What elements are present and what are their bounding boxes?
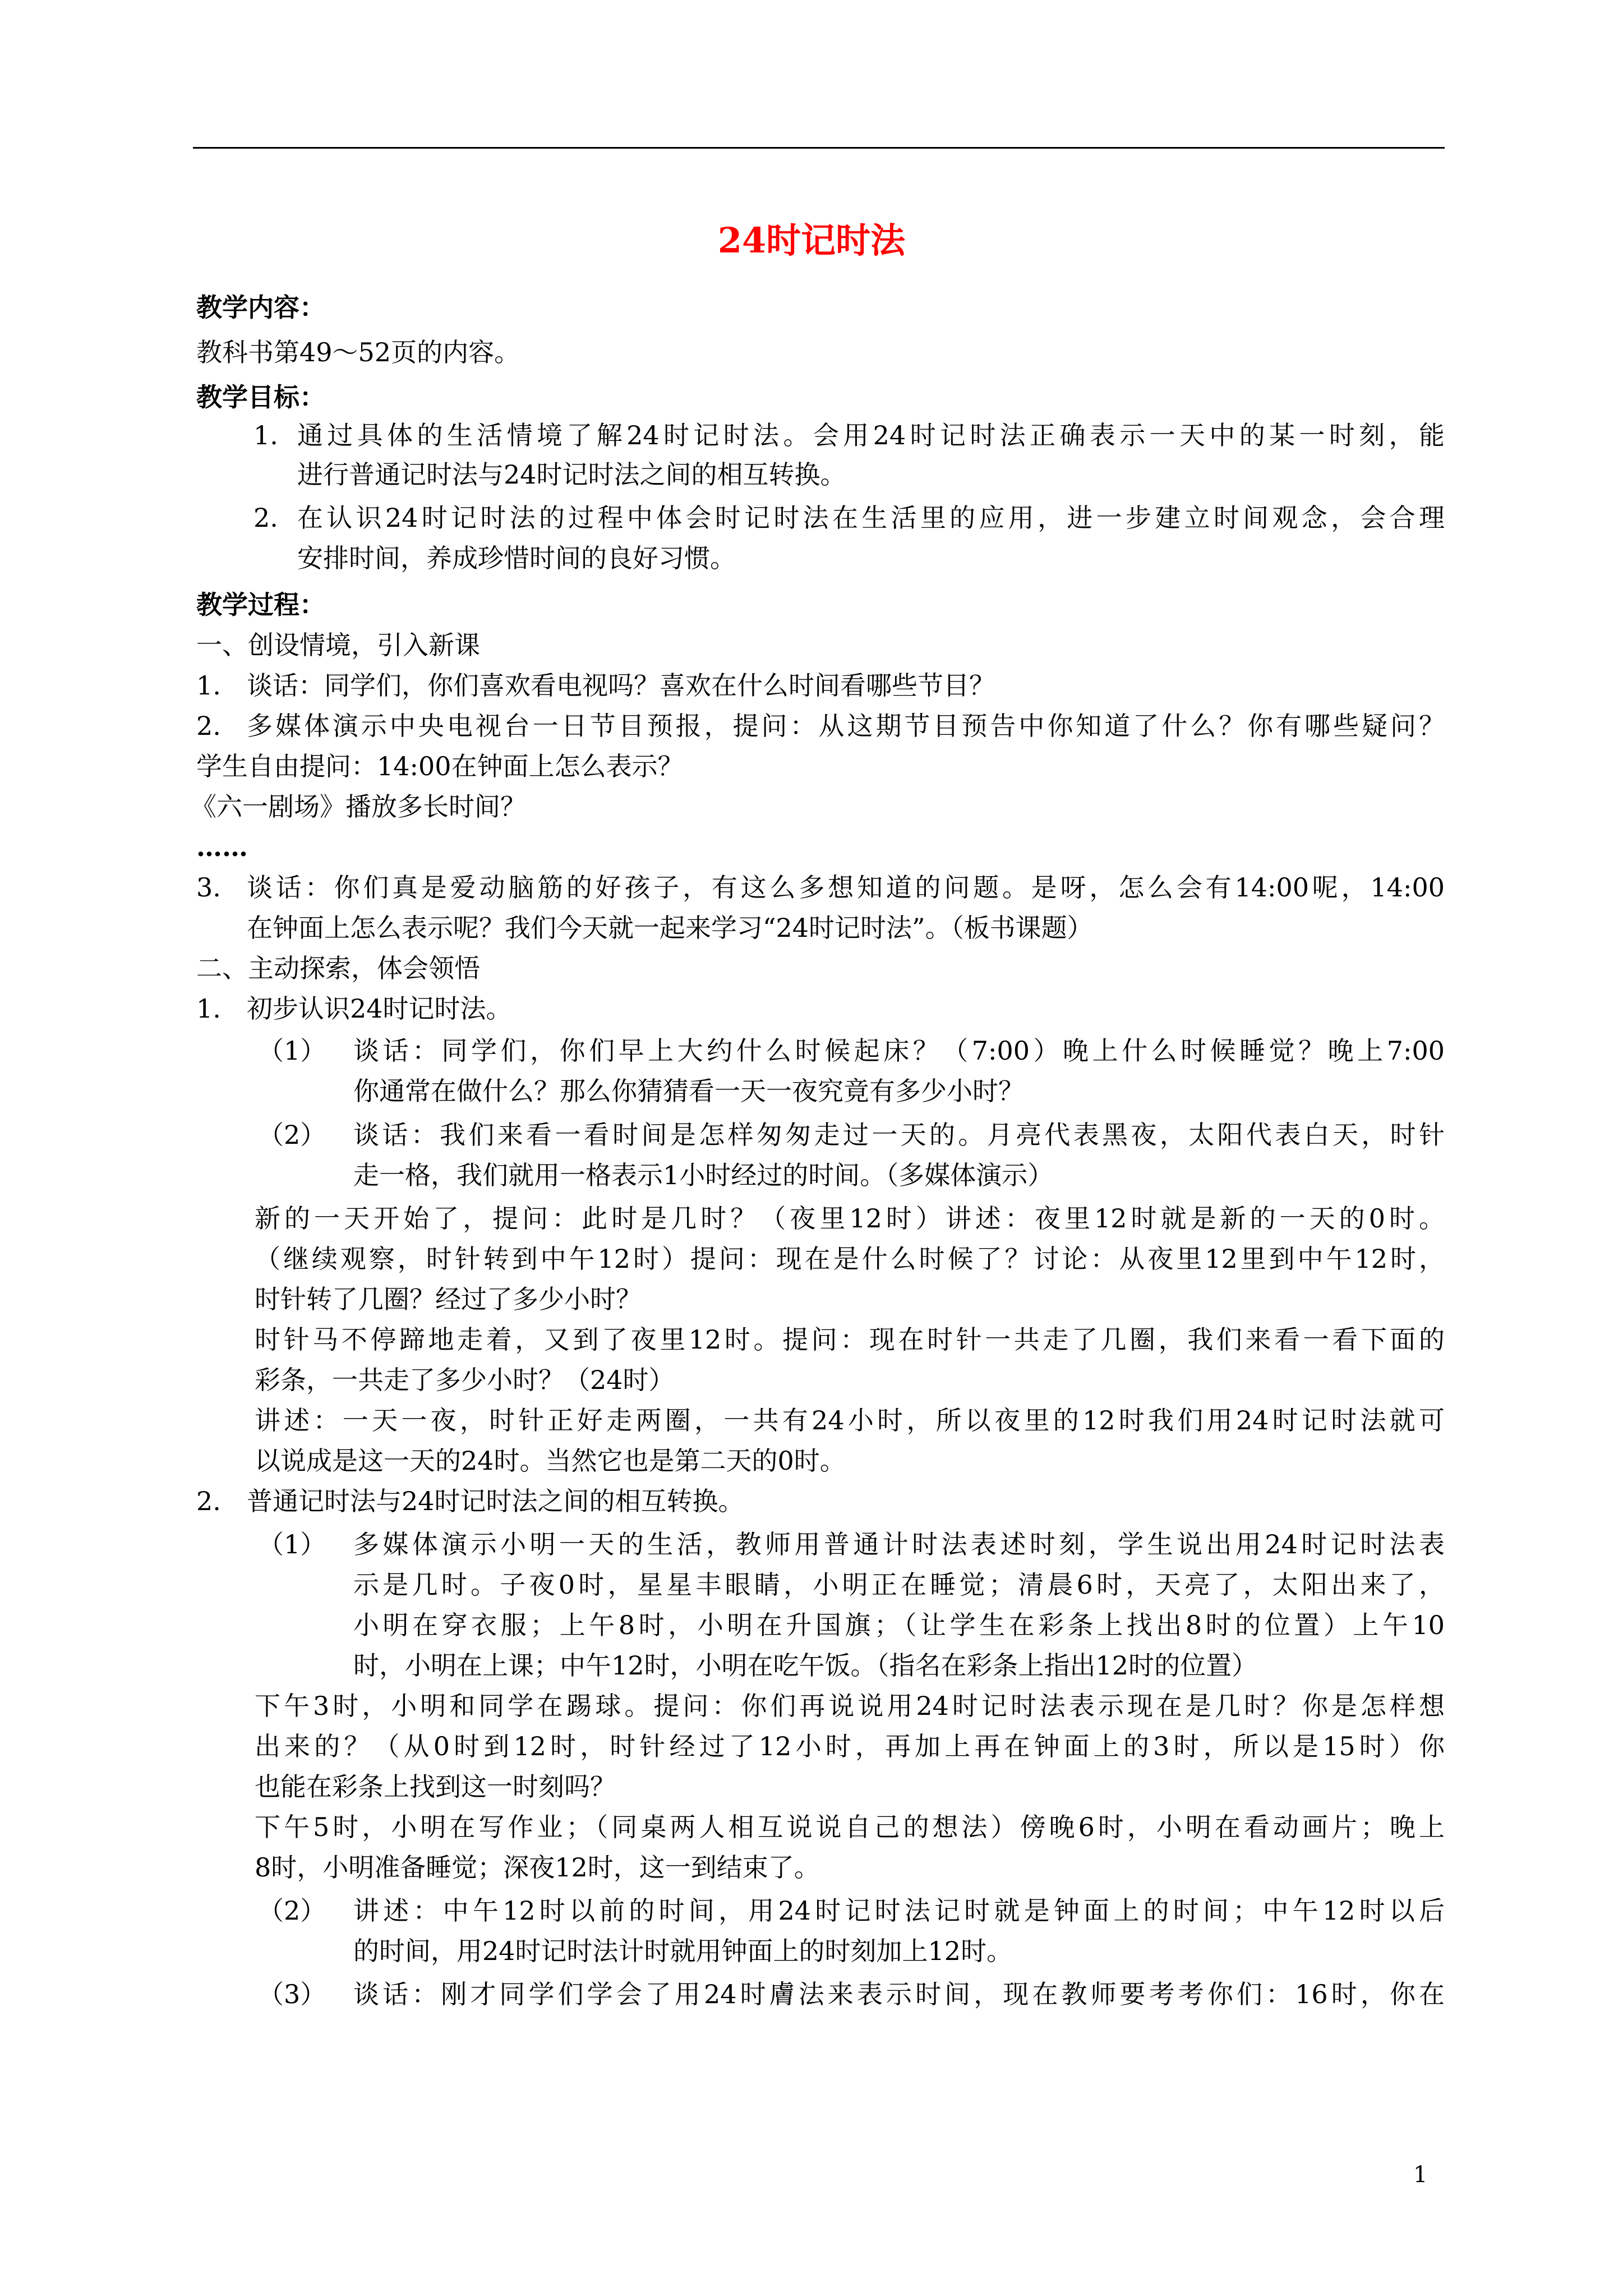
text-line: 讲述：中午12时以前的时间，用24时记时法记时就是钟面上的时间；中午12时以后	[353, 1895, 1445, 1926]
list-marker: （2）	[258, 1895, 326, 1926]
section-heading-goals: 教学目标：	[196, 382, 325, 412]
list-marker: （1）	[258, 1036, 326, 1066]
text-line: （继续观察，时针转到中午12时）提问：现在是什么时候了？讨论：从夜里12里到中午12时，	[255, 1244, 1445, 1274]
text-line: 学生自由提问：14:00在钟面上怎么表示？	[196, 751, 684, 781]
list-marker: 1.	[253, 420, 278, 450]
list-marker: （3）	[258, 1979, 326, 2009]
text-line: 普通记时法与24时记时法之间的相互转换。	[247, 1486, 744, 1516]
text-line: 彩条，一共走了多少小时？（24时）	[255, 1365, 675, 1395]
list-marker: 1.	[196, 993, 221, 1024]
text-line: 谈话：同学们，你们早上大约什么时候起床？（7:00）晚上什么时候睡觉？晚上7:00	[353, 1036, 1445, 1066]
text-line: 8时，小明准备睡觉；深夜12时，这一到结束了。	[255, 1852, 820, 1883]
text-line: 初步认识24时记时法。	[247, 993, 512, 1024]
text-line: 时针马不停蹄地走着，又到了夜里12时。提问：现在时针一共走了几圈，我们来看一看下面的	[255, 1324, 1445, 1355]
text-line: 也能在彩条上找到这一时刻吗？	[255, 1772, 616, 1802]
text-line: 一、创设情境，引入新课	[196, 630, 480, 660]
text-line: 谈话：我们来看一看时间是怎样匆匆走过一天的。月亮代表黑夜，太阳代表白天，时针	[353, 1120, 1445, 1150]
page-number: 1	[1413, 2162, 1428, 2188]
section-heading-process: 教学过程：	[196, 590, 325, 620]
document-title: 24时记时法	[717, 220, 906, 261]
text-line: 在认识24时记时法的过程中体会时记时法在生活里的应用，进一步建立时间观念，会合理	[297, 503, 1445, 533]
list-marker: 2.	[196, 1486, 221, 1516]
text-line: 谈话：刚才同学们学会了用24时膚法来表示时间，现在教师要考考你们：16时，你在	[353, 1979, 1445, 2009]
text-line: 谈话：同学们，你们喜欢看电视吗？喜欢在什么时间看哪些节目？	[247, 670, 995, 701]
text-line: 出来的？（从0时到12时，时针经过了12小时，再加上再在钟面上的3时，所以是15时）你	[255, 1731, 1445, 1761]
list-marker: （2）	[258, 1120, 326, 1150]
text-line: 进行普通记时法与24时记时法之间的相互转换。	[297, 459, 846, 490]
text-line: 下午3时，小明和同学在踢球。提问：你们再说说用24时记时法表示现在是几时？你是怎样想	[255, 1691, 1445, 1721]
text-line: 多媒体演示小明一天的生活，教师用普通计时法表述时刻，学生说出用24时记时法表	[353, 1529, 1445, 1559]
list-marker: 2.	[253, 503, 278, 533]
text-line: 以说成是这一天的24时。当然它也是第二天的0时。	[255, 1446, 846, 1476]
text-line: 新的一天开始了，提问：此时是几时？（夜里12时）讲述：夜里12时就是新的一天的0时。	[255, 1203, 1445, 1234]
text-line: 《六一剧场》播放多长时间？	[191, 792, 526, 822]
ellipsis: ……	[196, 832, 248, 862]
list-marker: 2.	[196, 711, 221, 741]
text-line: 二、主动探索，体会领悟	[196, 953, 480, 983]
text-line: 你通常在做什么？那么你猜猜看一天一夜究竟有多少小时？	[353, 1076, 1024, 1106]
text-line: 安排时间，养成珍惜时间的良好习惯。	[297, 543, 736, 573]
text-line: 多媒体演示中央电视台一日节目预报，提问：从这期节目预告中你知道了什么？你有哪些疑问？	[247, 711, 1445, 741]
text-line: 下午5时，小明在写作业；（同桌两人相互说说自己的想法）傍晚6时，小明在看动画片；晚上	[255, 1812, 1445, 1842]
text-line: 时，小明在上课；中午12时，小明在吃午饭。（指名在彩条上指出12时的位置）	[353, 1650, 1258, 1681]
text-line: 时针转了几圈？经过了多少小时？	[255, 1284, 642, 1314]
list-marker: 3.	[196, 872, 221, 903]
section-heading-content: 教学内容：	[196, 292, 325, 323]
text-line: 讲述：一天一夜，时针正好走两圈，一共有24小时，所以夜里的12时我们用24时记时法就可	[255, 1405, 1445, 1435]
text-line: 走一格，我们就用一格表示1小时经过的时间。（多媒体演示）	[353, 1160, 1054, 1190]
header-rule	[193, 147, 1445, 149]
text-line: 的时间，用24时记时法计时就用钟面上的时刻加上12时。	[353, 1936, 1013, 1966]
list-marker: 1.	[196, 670, 221, 701]
text-line: 教科书第49～52页的内容。	[196, 337, 520, 367]
text-line: 谈话：你们真是爱动脑筋的好孩子，有这么多想知道的问题。是呀，怎么会有14:00呢，14:00	[247, 872, 1445, 903]
text-line: 示是几时。子夜0时，星星丰眼睛，小明正在睡觉；清晨6时，天亮了，太阳出来了，	[353, 1570, 1445, 1600]
text-line: 小明在穿衣服；上午8时，小明在升国旗；（让学生在彩条上找出8时的位置）上午10	[353, 1610, 1445, 1640]
list-marker: （1）	[258, 1529, 326, 1559]
text-line: 在钟面上怎么表示呢？我们今天就一起来学习“24时记时法”。（板书课题）	[247, 913, 1093, 943]
text-line: 通过具体的生活情境了解24时记时法。会用24时记时法正确表示一天中的某一时刻，能	[297, 420, 1445, 450]
